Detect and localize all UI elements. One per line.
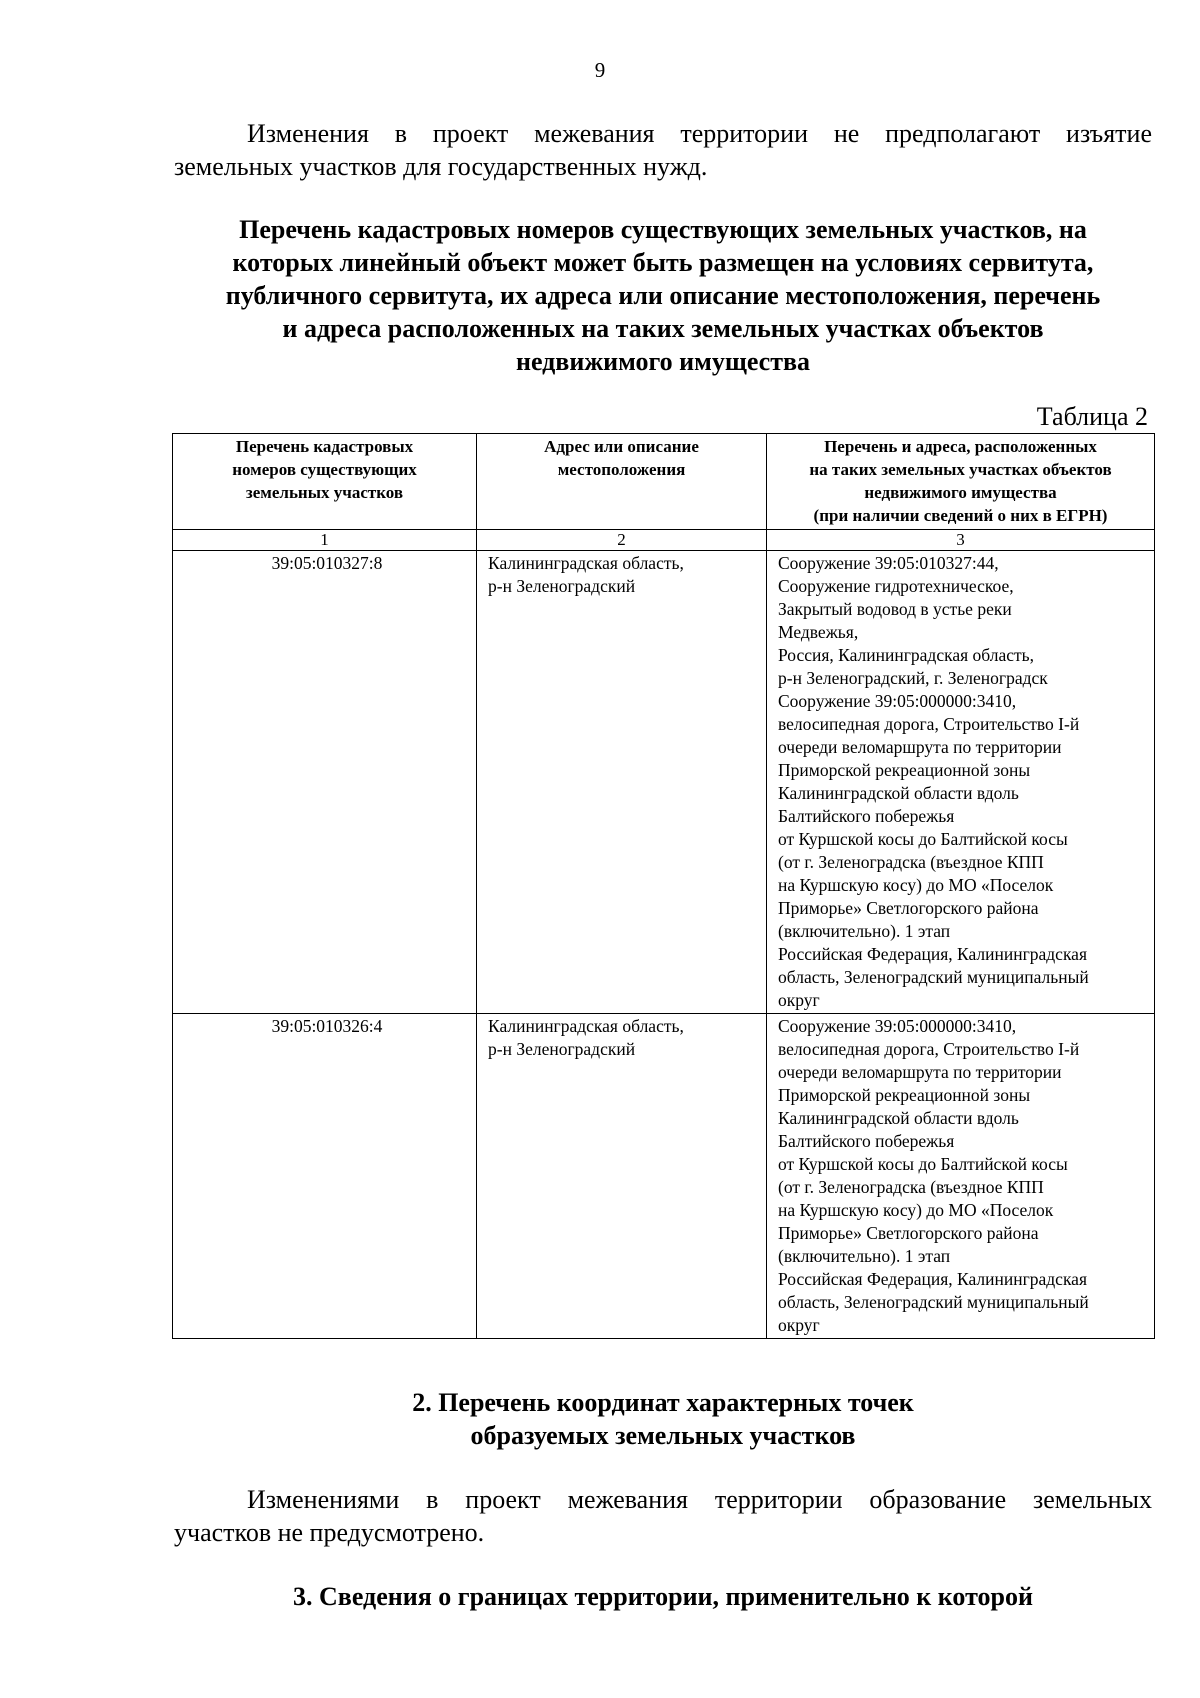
column-number: 1 [173,530,477,551]
heading-line: которых линейный объект может быть размещен на условиях сервитута, [232,248,1094,277]
header-objects: Перечень и адреса, расположенных на таких земельных участках объектов недвижимого имущества (при наличии сведений о них в ЕГРН) [767,434,1155,530]
heading-line: публичного сервитута, их адреса или описание местоположения, перечень [225,281,1101,310]
page-number: 9 [594,58,606,82]
heading-line: образуемых земельных участков [470,1421,856,1450]
intro-paragraph [174,117,1152,183]
objects-cell: Сооружение 39:05:010327:44, Сооружение гидротехническое, Закрытый водовод в устье реки Медвежья, Россия, Калининградская область, р-н Зеленоградский, г. Зеленоградск Сооружение 39:05:000000:3410, велосипедная дорога, Строительство I-й очереди веломаршрута по территории Приморской рекреационной зоны Калининградской области вдоль Балтийского побережья от Куршской косы до Балтийской косы (от г. Зеленоградска (въездное КПП на Куршскую косу) до МО «Поселок Приморье» Светлогорского района (включительно). 1 этап Российская Федерация, Калининградская область, Зеленоградский муниципальный округ [767,551,1155,1014]
para-line-2: участков не предусмотрено. [174,1518,485,1547]
heading-line: 2. Перечень координат характерных точек [412,1388,914,1417]
table-header-row [173,434,1155,530]
section-heading-coordinates [174,1386,1152,1452]
intro-line-1: Изменения в проект межевания территории не предполагают изъятие [247,119,1152,148]
table-row [173,551,1155,1014]
objects-cell: Сооружение 39:05:000000:3410, велосипедная дорога, Строительство I-й очереди веломаршрута по территории Приморской рекреационной зоны Калининградской области вдоль Балтийского побережья от Куршской косы до Балтийской косы (от г. Зеленоградска (въездное КПП на Куршскую косу) до МО «Поселок Приморье» Светлогорского района (включительно). 1 этап Российская Федерация, Калининградская область, Зеленоградский муниципальный округ [767,1014,1155,1339]
address-cell: Калининградская область, р-н Зеленоградский [477,551,767,1014]
column-number: 3 [767,530,1155,551]
table-row [173,1014,1155,1339]
cadastral-number: 39:05:010327:8 [173,551,477,1014]
para-line-1: Изменениями в проект межевания территории образование земельных [247,1485,1152,1514]
heading-line: 3. Сведения о границах территории, применительно к которой [293,1582,1033,1611]
section-heading-cadastral-list [174,213,1152,378]
heading-line: недвижимого имущества [515,347,811,376]
column-number-row [173,530,1155,551]
address-cell: Калининградская область, р-н Зеленоградский [477,1014,767,1339]
header-address: Адрес или описание местоположения [477,434,767,530]
column-number: 2 [477,530,767,551]
cadastral-number: 39:05:010326:4 [173,1014,477,1339]
coordinates-paragraph [174,1483,1152,1549]
heading-line: и адреса расположенных на таких земельных участках объектов [282,314,1044,343]
heading-line: Перечень кадастровых номеров существующих земельных участков, на [239,215,1087,244]
section-heading-boundaries [174,1580,1152,1613]
intro-line-2: земельных участков для государственных нужд. [174,152,708,181]
cadastral-table [172,433,1155,1339]
header-cadastral: Перечень кадастровых номеров существующих земельных участков [173,434,477,530]
table-caption: Таблица 2 [1036,402,1148,431]
